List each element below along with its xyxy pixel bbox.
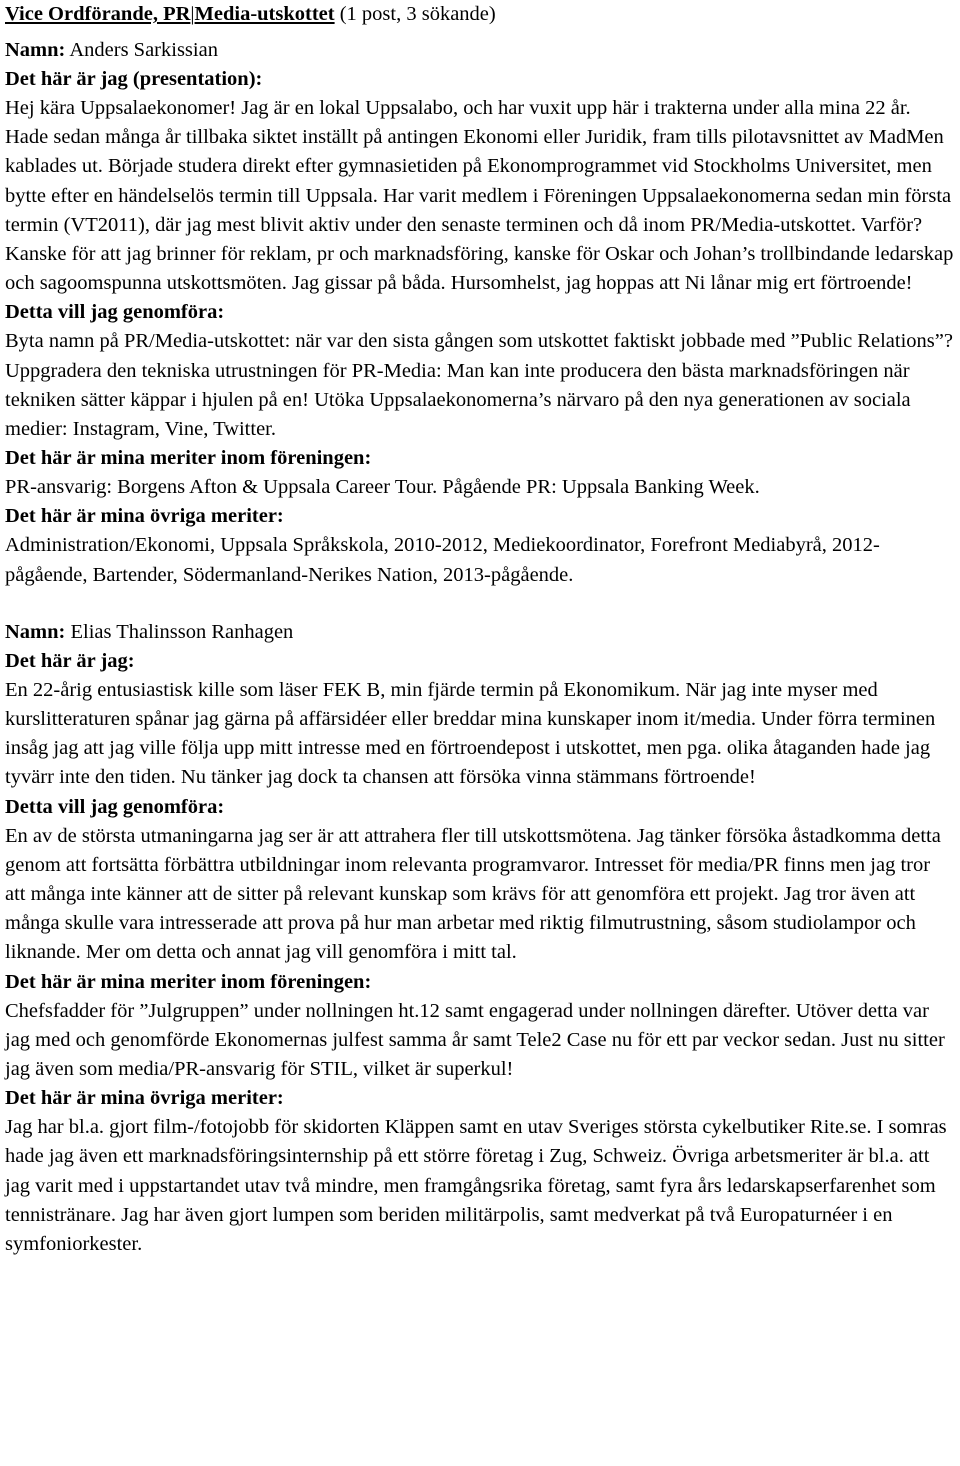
goals-label: Detta vill jag genomföra: <box>5 795 225 818</box>
section-title-part2: Media-utskottet <box>194 3 335 25</box>
presentation-label: Det här är jag: <box>5 649 135 672</box>
presentation-text: Hej kära Uppsalaekonomer! Jag är en lokal Uppsalabo, och har vuxit upp här i trakterna under alla mina 22 år. Hade sedan många år tillbaka siktet inställt på antingen Ekonomi eller Juridik, fram tills pilotavsnittet av MadMen kablades ut. Började studera direkt efter gymnasietiden på Ekonomprogrammet vid Stockholms Universitet, men bytte efter en händelselös termin till Uppsala. Har varit medlem i Föreningen Uppsalaekonomerna sedan min första termin (VT2011), där jag mest blivit aktiv under den senaste terminen och då inom PR/Media-utskottet. Varför? Kanske för att jag brinner för reklam, pr och marknadsföring, kanske för Oskar och Johan’s trollbindande ledarskap och sagoomspunna utskottsmöten. Jag gissar på båda. Hursomhelst, jag hoppas att Ni lånar mig ert förtroende! <box>5 97 954 295</box>
other-merits-label: Det här är mina övriga meriter: <box>5 1087 284 1110</box>
goals-label: Detta vill jag genomföra: <box>5 301 225 324</box>
candidate-name-line <box>5 618 955 647</box>
other-merits-text: Jag har bl.a. gjort film-/fotojobb för skidorten Kläppen samt en utav Sveriges största cykelbutiker Rite.se. I somras hade jag även ett marknadsföringsinternship på ett större företag i Zug, Schweiz. Övriga arbetsmeriter är bl.a. att jag varit med i uppstartandet utav två mindre, men framgångsrika företag, samt fyra års ledarskapserfarenhet som tennistränare. Jag har även gjort lumpen som beriden militärpolis, samt medverkat på två Europaturnéer i en symfoniorkester. <box>5 1116 947 1256</box>
merits-label: Det här är mina meriter inom föreningen: <box>5 447 372 470</box>
goals-text: Byta namn på PR/Media-utskottet: när var den sista gången som utskottet faktiskt jobbade med ”Public Relations”? Uppgradera den tekniska utrustningen för PR-Media: Man kan inte producera den bästa marknadsföringen när tekniken sätter käppar i hjulen på en! Utöka Uppsalaekonomerna’s närvaro på den nya generationen av sociala medier: Instagram, Vine, Twitter. <box>5 330 953 441</box>
candidate-name-line <box>5 36 955 65</box>
presentation-label: Det här är jag (presentation): <box>5 68 263 90</box>
candidate-block <box>5 618 955 1259</box>
presentation-text: En 22-årig entusiastisk kille som läser FEK B, min fjärde termin på Ekonomikum. När jag inte myser med kurslitteraturen spånar jag gärna på affärsidéer eller breddar mina kunskaper inom it/media. Under förra terminen insåg jag att jag ville följa upp mitt intresse med en förtroendepost i utskottet, men pga. olika åtaganden hade jag tyvärr inte den tiden. Nu tänker jag dock ta chansen att försöka vinna stämmans förtroende! <box>5 678 936 789</box>
candidate-block <box>5 36 955 590</box>
merits-text: Chefsfadder för ”Julgruppen” under nollningen ht.12 samt engagerad under nollningen därefter. Utöver detta var jag med och genomförde Ekonomernas julfest samma år samt Tele2 Case nu för ett par veckor sedan. Just nu sitter jag även som media/PR-ansvarig för STIL, vilket är superkul! <box>5 999 945 1081</box>
section-heading <box>5 0 955 29</box>
merits-text: PR-ansvarig: Borgens Afton & Uppsala Career Tour. Pågående PR: Uppsala Banking Week. <box>5 476 760 499</box>
candidate-name: Elias Thalinsson Ranhagen <box>65 620 294 643</box>
section-count: (1 post, 3 sökande) <box>334 3 496 25</box>
section-title-separator: | <box>190 3 195 25</box>
candidate-name: Anders Sarkissian <box>65 39 218 61</box>
name-label: Namn: <box>5 620 66 643</box>
goals-text: En av de största utmaningarna jag ser är att attrahera fler till utskottsmötena. Jag tänker försöka åstadkomma detta genom att fortsätta förbättra utbildningar inom relevanta programvaror. Intresset för media/PR finns men jag tror att många inte känner att de sitter på relevant kunskap som krävs för att genomföra ett projekt. Jag tror även att många skulle vara intresserade att prova på hur man arbetar med riktig filmutrustning, såsom studiolampor och liknande. Mer om detta och annat jag vill genomföra i mitt tal. <box>5 824 941 964</box>
merits-label: Det här är mina meriter inom föreningen: <box>5 970 372 993</box>
other-merits-text: Administration/Ekonomi, Uppsala Språkskola, 2010-2012, Mediekoordinator, Forefront Mediabyrå, 2012-pågående, Bartender, Södermanland-Nerikes Nation, 2013-pågående. <box>5 534 880 586</box>
section-title-part1: Vice Ordförande, PR <box>5 3 191 25</box>
name-label: Namn: <box>5 39 66 61</box>
other-merits-label: Det här är mina övriga meriter: <box>5 505 284 528</box>
